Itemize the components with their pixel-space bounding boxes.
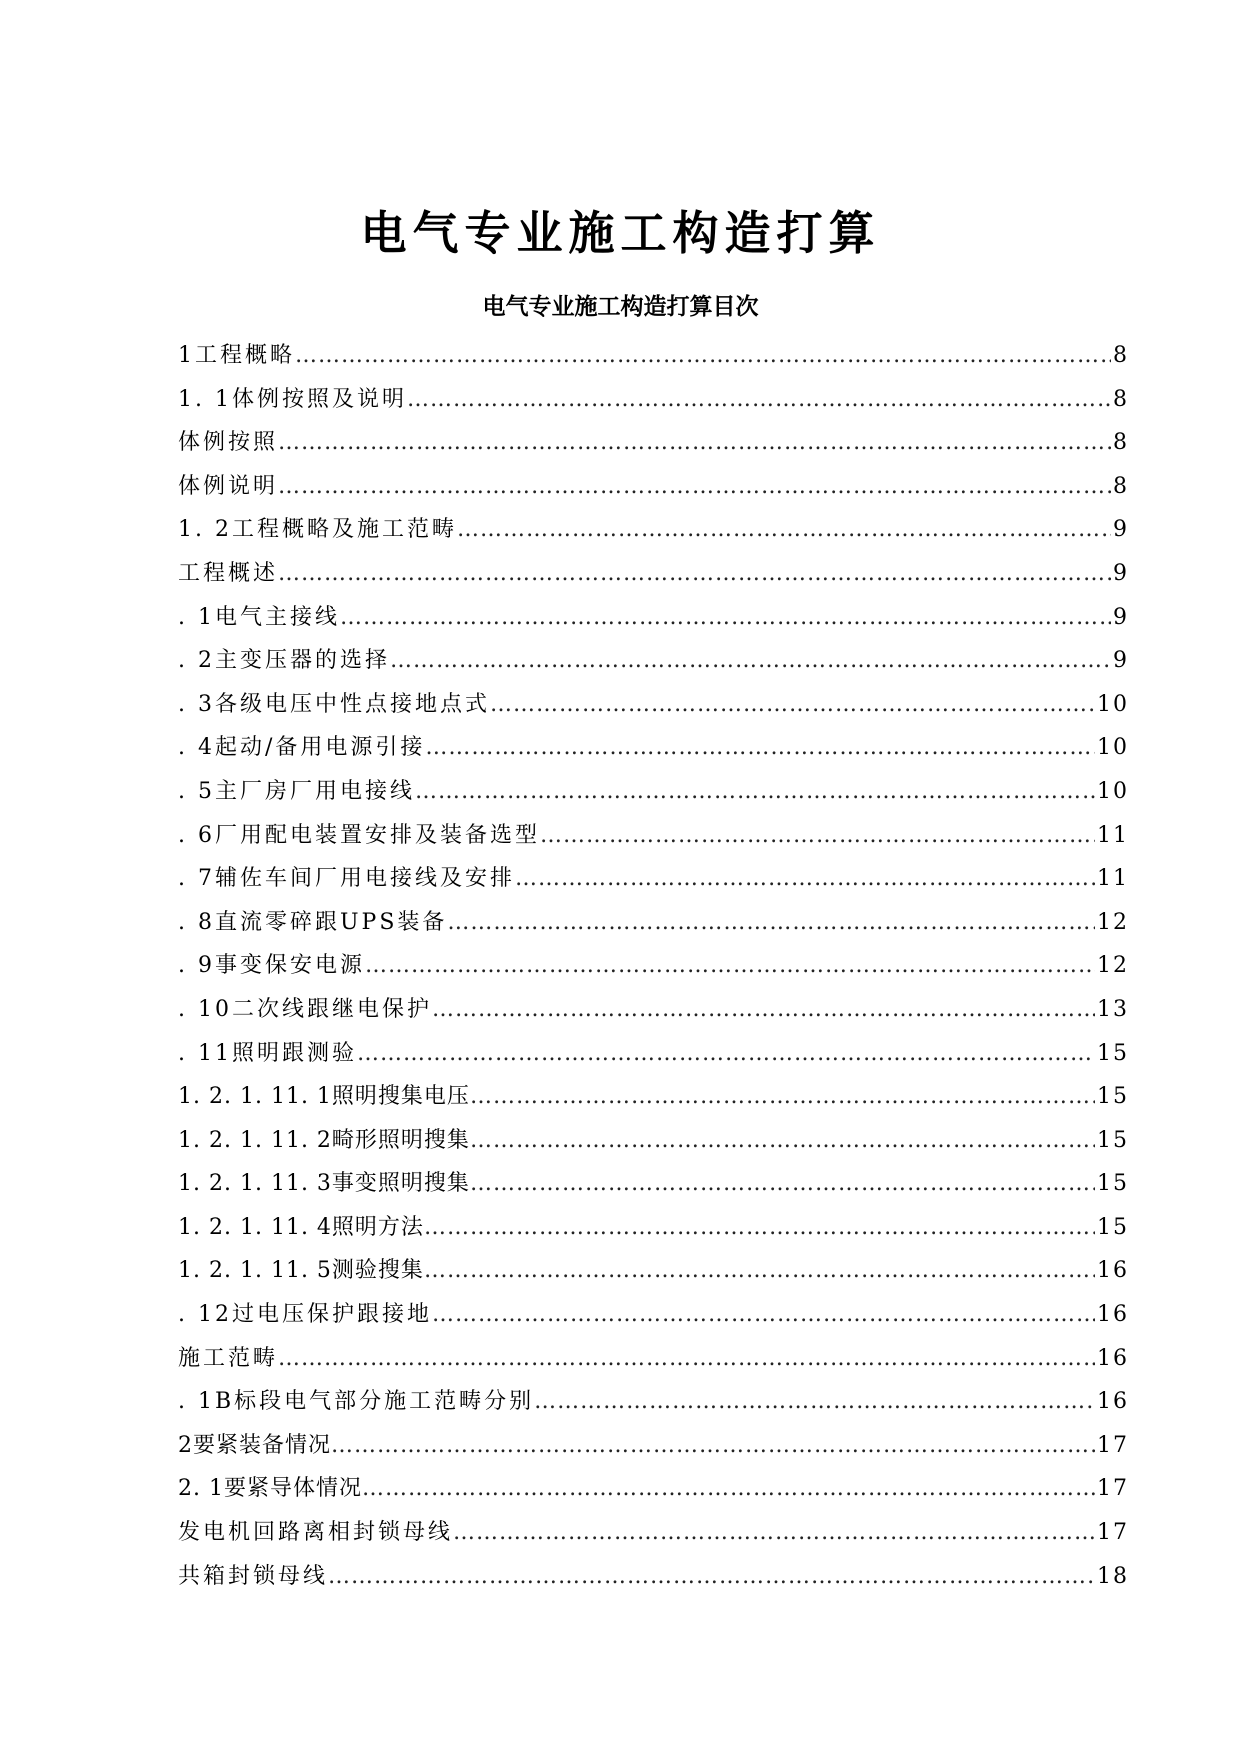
toc-entry[interactable] <box>178 988 1129 1032</box>
toc-entry[interactable] <box>178 901 1129 945</box>
dot-leader <box>278 465 1111 509</box>
toc-entry-page: 10 <box>1097 691 1129 717</box>
toc-entry-label: 发电机回路离相封锁母线 <box>178 1520 454 1546</box>
toc-entry-page: 16 <box>1097 1258 1129 1284</box>
toc-entry-page: 11 <box>1097 866 1129 892</box>
dot-leader <box>540 814 1095 858</box>
toc-entry-label: . 3各级电压中性点接地点式 <box>178 691 490 717</box>
toc-entry[interactable] <box>178 1555 1129 1599</box>
toc-entry-label: . 1电气主接线 <box>178 604 340 630</box>
toc-entry-label: 1. 2. 1. 11. 3事变照明搜集 <box>178 1171 470 1197</box>
dot-leader <box>278 1337 1095 1381</box>
toc-entry-page: 15 <box>1097 1040 1129 1066</box>
toc-entry-label: 1. 2. 1. 11. 2畸形照明搜集 <box>178 1127 470 1153</box>
toc-entry[interactable] <box>178 1511 1129 1555</box>
toc-entry[interactable] <box>178 1293 1129 1337</box>
dot-leader <box>340 596 1111 640</box>
toc-entry-page: 15 <box>1097 1214 1129 1240</box>
toc-entry[interactable] <box>178 596 1129 640</box>
table-of-contents <box>178 334 1129 1598</box>
dot-leader <box>424 1206 1095 1250</box>
toc-entry-page: 8 <box>1113 386 1129 412</box>
toc-heading: 电气专业施工构造打算目次 <box>482 293 759 320</box>
toc-entry-page: 15 <box>1097 1084 1129 1110</box>
dot-leader <box>328 1555 1095 1599</box>
toc-entry-page: 13 <box>1097 996 1129 1022</box>
toc-entry[interactable] <box>178 944 1129 988</box>
toc-entry[interactable] <box>178 1119 1129 1163</box>
toc-entry-label: . 5主厂房厂用电接线 <box>178 778 415 804</box>
toc-entry[interactable] <box>178 1249 1129 1293</box>
toc-entry-page: 10 <box>1097 735 1129 761</box>
toc-entry-label: 体例说明 <box>178 473 279 499</box>
toc-entry[interactable] <box>178 1032 1129 1076</box>
dot-leader <box>415 770 1095 814</box>
toc-entry-label: 工程概述 <box>178 560 279 586</box>
toc-entry-label: . 6厂用配电装置安排及装备选型 <box>178 822 540 848</box>
dot-leader <box>490 683 1095 727</box>
toc-entry[interactable] <box>178 421 1129 465</box>
toc-entry-label: . 10二次线跟继电保护 <box>178 996 432 1022</box>
toc-entry-page: 15 <box>1097 1127 1129 1153</box>
dot-leader <box>470 1119 1095 1163</box>
dot-leader <box>425 726 1095 770</box>
dot-leader <box>357 1032 1095 1076</box>
dot-leader <box>534 1380 1095 1424</box>
toc-entry[interactable] <box>178 857 1129 901</box>
toc-entry[interactable] <box>178 770 1129 814</box>
toc-entry-page: 9 <box>1113 560 1129 586</box>
dot-leader <box>278 421 1111 465</box>
toc-entry-label: 体例按照 <box>178 430 279 456</box>
toc-entry-page: 12 <box>1097 909 1129 935</box>
toc-entry[interactable] <box>178 334 1129 378</box>
toc-entry-page: 9 <box>1113 517 1129 543</box>
dot-leader <box>278 552 1111 596</box>
dot-leader <box>470 1075 1095 1119</box>
toc-entry[interactable] <box>178 552 1129 596</box>
toc-entry[interactable] <box>178 726 1129 770</box>
toc-entry-page: 15 <box>1097 1171 1129 1197</box>
dot-leader <box>331 1424 1095 1468</box>
toc-entry-label: . 2主变压器的选择 <box>178 648 390 674</box>
toc-entry-page: 17 <box>1097 1432 1129 1458</box>
dot-leader <box>365 944 1095 988</box>
toc-entry-label: . 1B标段电气部分施工范畴分别 <box>178 1389 535 1415</box>
toc-entry[interactable] <box>178 508 1129 552</box>
toc-entry-label: 2. 1要紧导体情况 <box>178 1476 362 1502</box>
toc-entry-page: 9 <box>1113 604 1129 630</box>
dot-leader <box>295 334 1111 378</box>
toc-entry[interactable] <box>178 378 1129 422</box>
toc-entry[interactable] <box>178 1380 1129 1424</box>
dot-leader <box>424 1249 1095 1293</box>
toc-entry-label: . 11照明跟测验 <box>178 1040 357 1066</box>
toc-entry[interactable] <box>178 1162 1129 1206</box>
dot-leader <box>362 1467 1095 1511</box>
toc-entry-label: . 8直流零碎跟UPS装备 <box>178 909 448 935</box>
toc-entry-page: 8 <box>1113 473 1129 499</box>
toc-entry[interactable] <box>178 1424 1129 1468</box>
toc-entry-label: 1. 2. 1. 11. 4照明方法 <box>178 1214 424 1240</box>
dot-leader <box>390 639 1111 683</box>
toc-entry-label: . 7辅佐车间厂用电接线及安排 <box>178 866 515 892</box>
toc-entry-label: . 4起动/备用电源引接 <box>178 735 426 761</box>
toc-entry-page: 9 <box>1113 648 1129 674</box>
dot-leader <box>432 988 1095 1032</box>
toc-entry-page: 11 <box>1097 822 1129 848</box>
toc-entry-page: 10 <box>1097 778 1129 804</box>
dot-leader <box>457 508 1111 552</box>
toc-entry-label: . 9事变保安电源 <box>178 953 365 979</box>
toc-entry[interactable] <box>178 683 1129 727</box>
dot-leader <box>515 857 1095 901</box>
toc-entry-label: 2要紧装备情况 <box>178 1432 331 1458</box>
toc-entry-label: 1. 2. 1. 11. 5测验搜集 <box>178 1258 424 1284</box>
toc-entry-page: 16 <box>1097 1389 1129 1415</box>
toc-entry-page: 8 <box>1113 430 1129 456</box>
toc-entry-page: 8 <box>1113 343 1129 368</box>
toc-entry-page: 18 <box>1097 1563 1129 1589</box>
toc-entry-page: 17 <box>1097 1476 1129 1502</box>
toc-entry-page: 16 <box>1097 1345 1129 1371</box>
toc-entry[interactable] <box>178 639 1129 683</box>
toc-entry[interactable] <box>178 1206 1129 1250</box>
toc-entry-page: 16 <box>1097 1302 1129 1328</box>
toc-entry-label: . 12过电压保护跟接地 <box>178 1302 432 1328</box>
dot-leader <box>407 378 1111 422</box>
toc-entry[interactable] <box>178 1467 1129 1511</box>
toc-entry[interactable] <box>178 1337 1129 1381</box>
dot-leader <box>447 901 1095 945</box>
toc-entry-page: 17 <box>1097 1520 1129 1546</box>
dot-leader <box>432 1293 1095 1337</box>
toc-entry[interactable] <box>178 465 1129 509</box>
page-title: 电气专业施工构造打算 <box>360 206 881 260</box>
dot-leader <box>453 1511 1095 1555</box>
toc-entry-label: 1. 1体例按照及说明 <box>178 386 407 412</box>
dot-leader <box>470 1162 1095 1206</box>
toc-entry-label: 共箱封锁母线 <box>178 1563 329 1589</box>
toc-entry-label: 施工范畴 <box>178 1345 279 1371</box>
toc-entry[interactable] <box>178 1075 1129 1119</box>
toc-entry-label: 1工程概略 <box>178 343 295 368</box>
toc-entry-page: 12 <box>1097 953 1129 979</box>
toc-entry-label: 1. 2工程概略及施工范畴 <box>178 517 457 543</box>
toc-entry[interactable] <box>178 814 1129 858</box>
toc-entry-label: 1. 2. 1. 11. 1照明搜集电压 <box>178 1084 470 1110</box>
